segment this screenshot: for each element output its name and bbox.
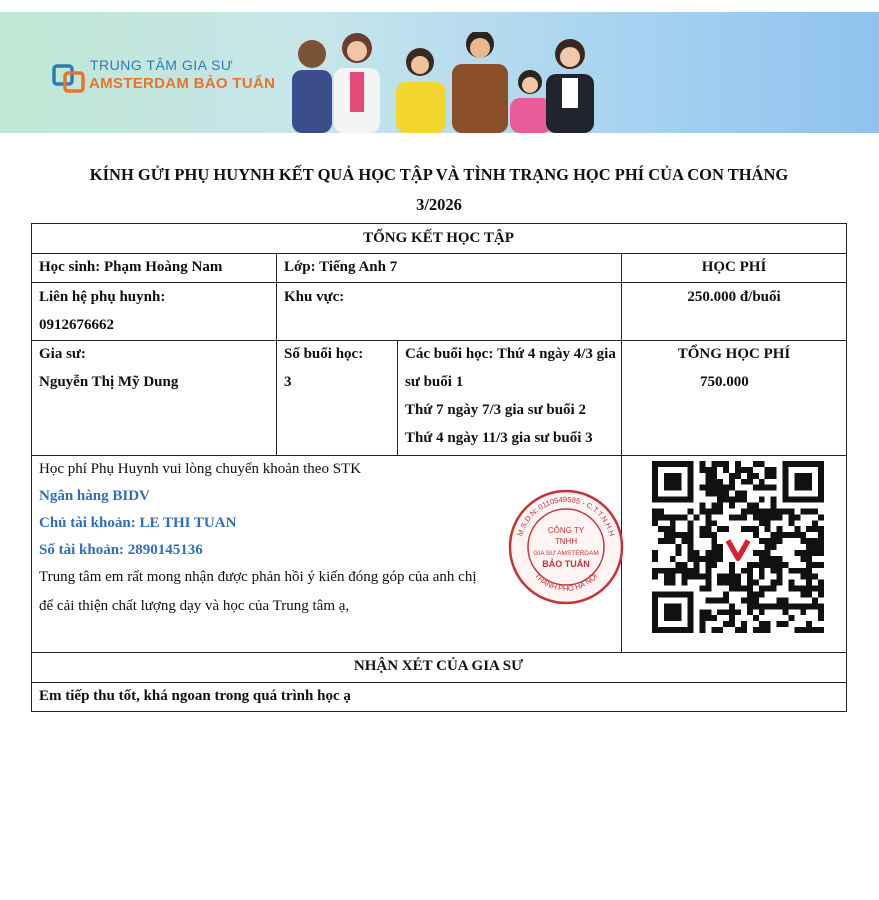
area-label: Khu vực: (284, 289, 345, 305)
parent-contact-label: Liên hệ phụ huynh: (39, 289, 166, 305)
sessions-line4: Thứ 4 ngày 11/3 gia sư buổi 3 (405, 430, 593, 446)
company-stamp (507, 488, 625, 606)
sessions-line2: sư buổi 1 (405, 374, 464, 390)
fee-rate: 250.000 đ/buổi (687, 289, 781, 305)
total-fee-value: 750.000 (700, 374, 749, 390)
stamp-ring-text: M.S.D.N: 0110549585 - C.T.T.N.H.H (515, 494, 617, 538)
header-banner (0, 12, 879, 133)
feedback-line1: Trung tâm em rất mong nhận được phản hồi ý kiến đóng góp của anh chị (39, 569, 477, 585)
parent-phone: 0912676662 (39, 317, 114, 333)
logo-line1: TRUNG TÂM GIA SƯ (90, 57, 234, 73)
page-title (30, 160, 848, 220)
account-holder: Chủ tài khoản: LE THI TUAN (39, 515, 237, 531)
summary-table (31, 223, 847, 712)
sessions-line1: Các buổi học: Thứ 4 ngày 4/3 gia (405, 346, 616, 362)
sessions-count: 3 (284, 374, 292, 390)
sessions-label: Số buổi học: (284, 346, 364, 362)
sessions-line3: Thứ 7 ngày 7/3 gia sư buổi 2 (405, 402, 586, 418)
comment-header: NHẬN XÉT CỦA GIA SƯ (353, 658, 524, 674)
logo-icon (52, 60, 86, 94)
stamp-bottom-text: THÀNH PHỐ HÀ NỘI (532, 571, 600, 594)
payment-note: Học phí Phụ Huynh vui lòng chuyển khoản theo STK (39, 461, 362, 477)
stamp-line1: CÔNG TY (547, 526, 585, 535)
tutor-label: Gia sư: (39, 346, 86, 362)
account-number: Số tài khoản: 2890145136 (39, 542, 203, 558)
stamp-line4: BẢO TUẤN (542, 559, 590, 569)
stamp-line3: GIA SƯ AMSTERDAM (533, 550, 599, 557)
feedback-line2: để cải thiện chất lượng dạy và học của Trung tâm ạ, (39, 598, 350, 614)
col-divider (397, 340, 398, 455)
total-fee-label: TỔNG HỌC PHÍ (677, 346, 791, 362)
title-line1: KÍNH GỬI PHỤ HUYNH KẾT QUẢ HỌC TẬP VÀ TÌNH TRẠNG HỌC PHÍ CỦA CON THÁNG (89, 165, 789, 184)
student-name: Học sinh: Phạm Hoàng Nam (39, 259, 223, 275)
col-divider (276, 253, 277, 455)
bank-name: Ngân hàng BIDV (39, 488, 150, 504)
title-line2: 3/2026 (416, 195, 462, 214)
tutor-comment: Em tiếp thu tốt, khá ngoan trong quá trình học ạ (39, 688, 351, 704)
qr-code[interactable] (652, 460, 824, 634)
people-photo (272, 32, 612, 133)
tutor-name: Nguyễn Thị Mỹ Dung (39, 374, 179, 390)
class-name: Lớp: Tiếng Anh 7 (284, 259, 398, 275)
logo-line2: AMSTERDAM BẢO TUẤN (89, 75, 276, 92)
table-header: TỔNG KẾT HỌC TẬP (363, 230, 514, 246)
fee-label: HỌC PHÍ (701, 259, 767, 275)
stamp-line2: TNHH (554, 537, 578, 546)
